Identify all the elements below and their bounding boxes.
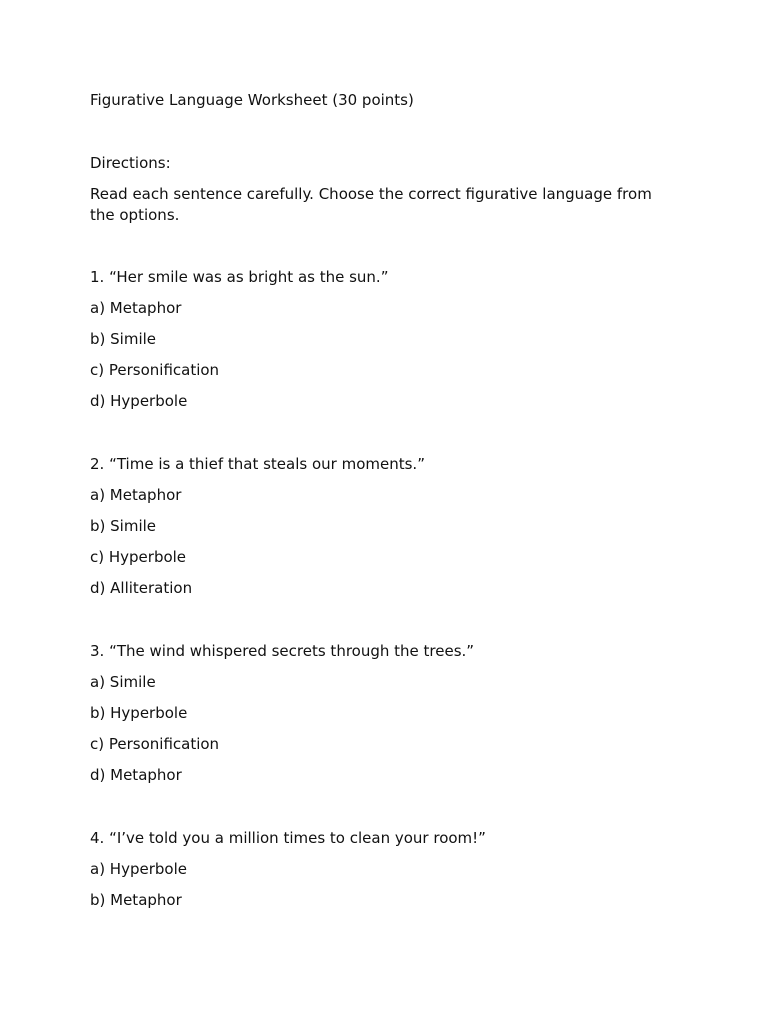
question-3 [90, 641, 680, 786]
answer-option: a) Hyperbole [90, 860, 187, 878]
worksheet [90, 90, 680, 953]
answer-option: d) Alliteration [90, 579, 193, 597]
question-1 [90, 267, 680, 412]
answer-option: d) Hyperbole [90, 392, 188, 410]
question-prompt: 2. “Time is a thief that steals our moments.” [90, 455, 425, 473]
answer-option: a) Metaphor [90, 299, 182, 317]
answer-option: a) Metaphor [90, 486, 182, 504]
answer-option: b) Metaphor [90, 891, 182, 909]
answer-option: c) Personification [90, 735, 220, 753]
question-prompt: 4. “I’ve told you a million times to clean your room!” [90, 829, 486, 847]
answer-option: b) Simile [90, 330, 157, 348]
answer-option: b) Hyperbole [90, 704, 188, 722]
answer-option: c) Hyperbole [90, 548, 187, 566]
question-4 [90, 828, 680, 911]
directions-label: Directions: [90, 154, 171, 172]
question-prompt: 1. “Her smile was as bright as the sun.” [90, 268, 389, 286]
directions-text: Read each sentence carefully. Choose the correct figurative language from the options. [90, 185, 652, 224]
question-2 [90, 454, 680, 599]
answer-option: a) Simile [90, 673, 156, 691]
question-prompt: 3. “The wind whispered secrets through the trees.” [90, 642, 475, 660]
answer-option: b) Simile [90, 517, 157, 535]
answer-option: c) Personification [90, 361, 220, 379]
answer-option: d) Metaphor [90, 766, 182, 784]
worksheet-title: Figurative Language Worksheet (30 points) [90, 91, 414, 109]
